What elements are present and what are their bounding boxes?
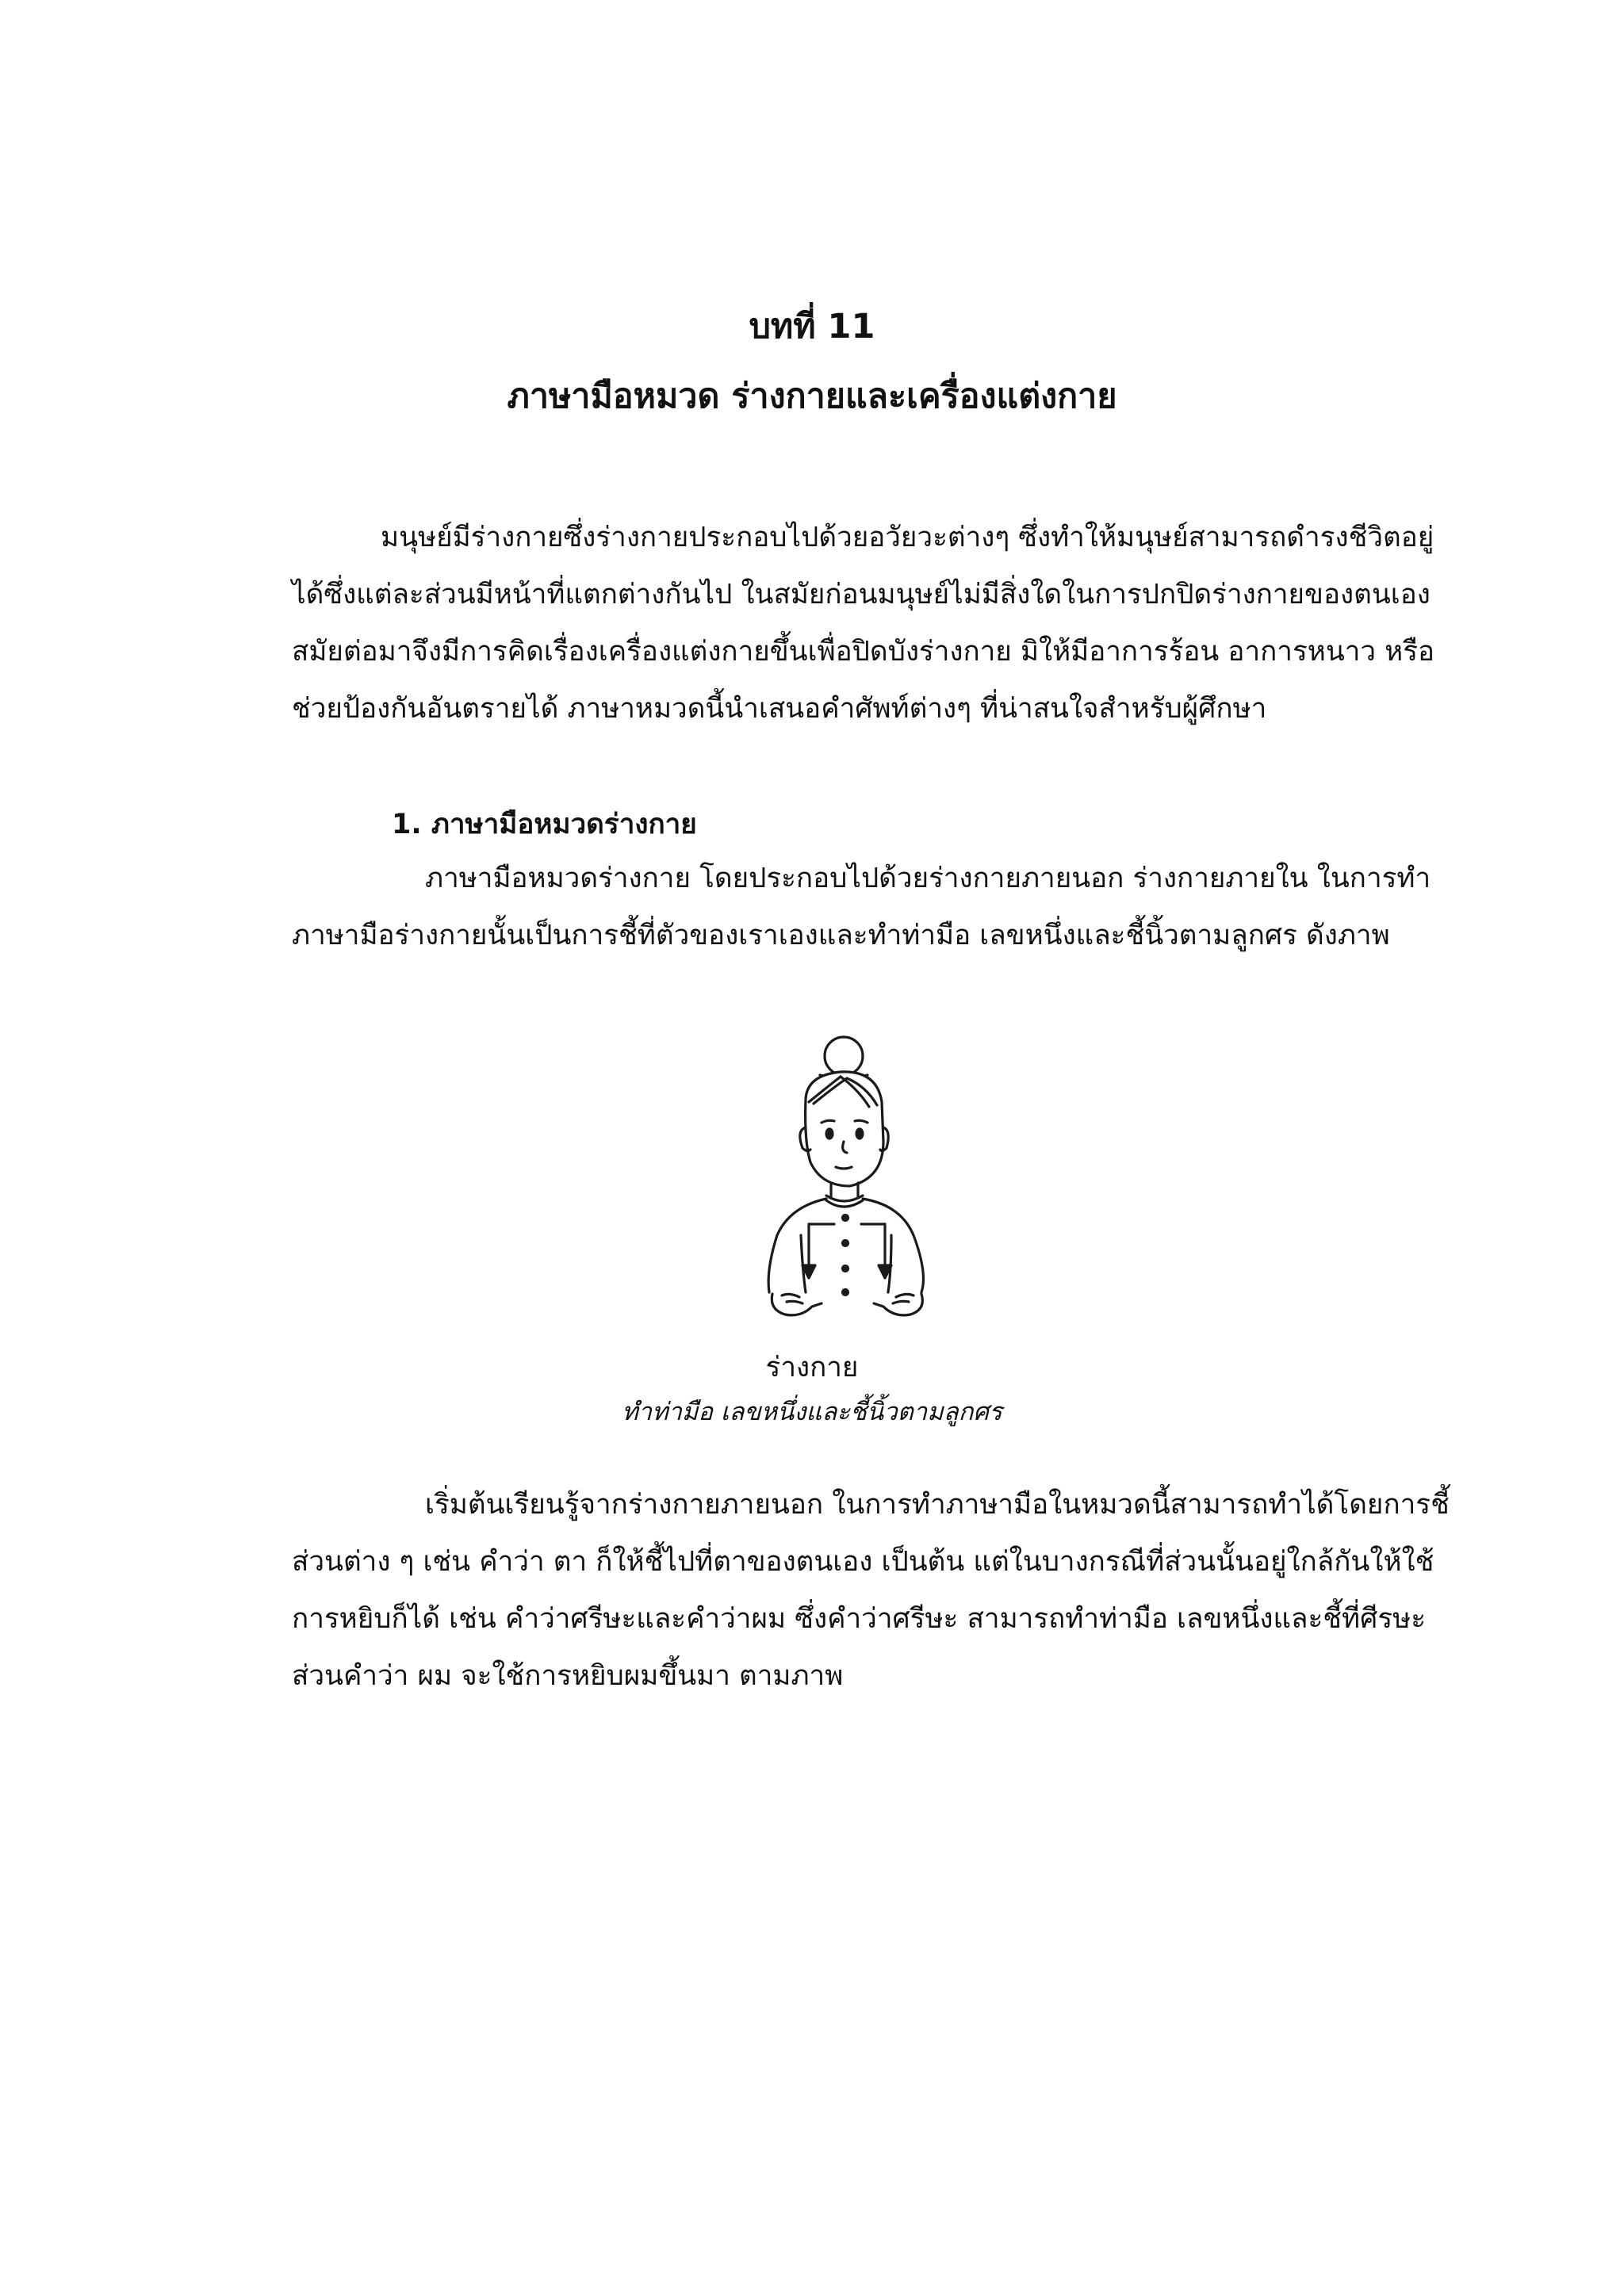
- intro-line: สมัยต่อมาจึงมีการคิดเรื่องเครื่องแต่งกายขึ้นเพื่อปิดบังร่างกาย มิให้มีอาการร้อน อาการหนาว หรือ: [292, 636, 1435, 668]
- chapter-title: ภาษามือหมวด ร่างกายและเครื่องแต่งกาย: [507, 377, 1117, 416]
- section-heading: 1. ภาษามือหมวดร่างกาย: [392, 809, 697, 840]
- chapter-number: บทที่ 11: [749, 307, 875, 346]
- body-line: การหยิบก็ได้ เช่น คำว่าศรีษะและคำว่าผม ซึ่งคำว่าศรีษะ สามารถทำท่ามือ เลขหนึ่งและชี้ที่ศีรษะ: [292, 1603, 1426, 1635]
- body-line: ส่วนต่าง ๆ เช่น คำว่า ตา ก็ให้ชี้ไปที่ตาของตนเอง เป็นต้น แต่ในบางกรณีที่ส่วนนั้นอยู่ใกล้กันให้ใช้: [292, 1546, 1434, 1578]
- intro-line: ช่วยป้องกันอันตรายได้ ภาษาหมวดนี้นำเสนอคำศัพท์ต่างๆ ที่น่าสนใจสำหรับผู้ศึกษา: [292, 693, 1267, 725]
- body-line: เริ่มต้นเรียนรู้จากร่างกายภายนอก ในการทำภาษามือในหมวดนี้สามารถทำได้โดยการชี้: [425, 1489, 1450, 1521]
- body-paragraph: [292, 1476, 1450, 1705]
- section-line: ภาษามือร่างกายนั้นเป็นการชี้ที่ตัวของเราเองและทำท่ามือ เลขหนึ่งและชี้นิ้วตามลูกศร ดังภาพ: [292, 920, 1390, 951]
- intro-line: ได้ซึ่งแต่ละส่วนมีหน้าที่แตกต่างกันไป ในสมัยก่อนมนุษย์ไม่มีสิ่งใดในการปกปิดร่างกายของตนเอง: [292, 579, 1431, 610]
- intro-paragraph: [292, 509, 1435, 737]
- section-line: ภาษามือหมวดร่างกาย โดยประกอบไปด้วยร่างกายภายนอก ร่างกายภายใน ในการทำ: [425, 863, 1431, 894]
- body-line: ส่วนคำว่า ผม จะใช้การหยิบผมขึ้นมา ตามภาพ: [292, 1660, 844, 1692]
- figure-caption: ร่างกาย: [765, 1352, 859, 1383]
- body-sign-illustration: [758, 1023, 996, 1332]
- section-paragraph: [292, 850, 1431, 964]
- figure-caption-sub: ทำท่ามือ เลขหนึ่งและชี้นิ้วตามลูกศร: [622, 1398, 1002, 1426]
- intro-line: มนุษย์มีร่างกายซึ่งร่างกายประกอบไปด้วยอวัยวะต่างๆ ซึ่งทำให้มนุษย์สามารถดำรงชีวิตอยู่: [381, 522, 1434, 553]
